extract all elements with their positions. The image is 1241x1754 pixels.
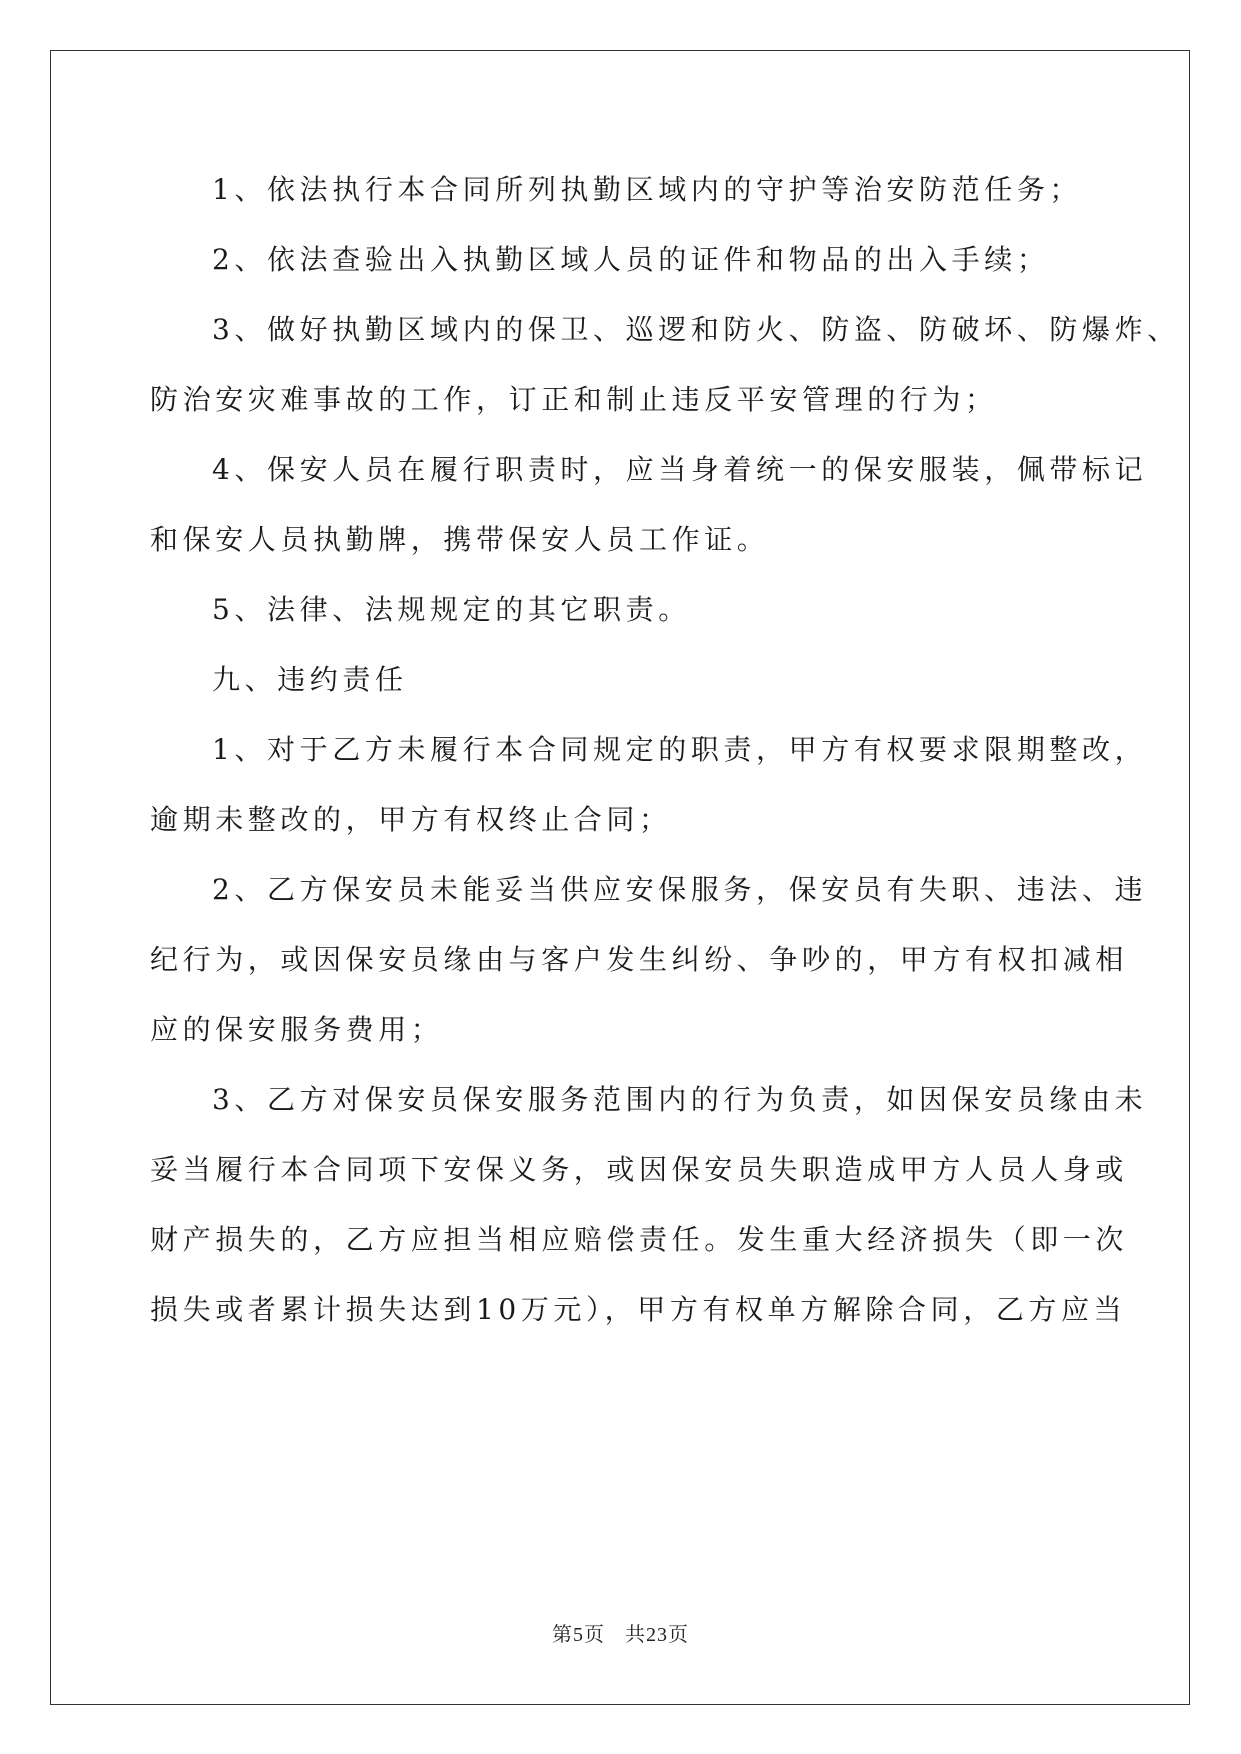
page-number: 第5页 [552,1624,605,1646]
text-line: 损失或者累计损失达到10万元），甲方有权单方解除合同，乙方应当 [150,1293,1127,1326]
text-line: 防治安灾难事故的工作，订正和制止违反平安管理的行为； [150,383,998,416]
text-line: 纪行为，或因保安员缘由与客户发生纠纷、争吵的，甲方有权扣减相 [150,943,1129,976]
text-line: 应的保安服务费用； [150,1013,444,1046]
contract-text [150,155,1180,1345]
text-line: 1、依法执行本合同所列执勤区域内的守护等治安防范任务； [212,173,1083,206]
page-total: 共23页 [625,1624,689,1646]
text-line: 逾期未整改的，甲方有权终止合同； [150,803,672,836]
text-line: 和保安人员执勤牌，携带保安人员工作证。 [150,523,770,556]
text-line: 3、做好执勤区域内的保卫、巡逻和防火、防盗、防破坏、防爆炸、 [212,313,1180,346]
page-footer [0,1618,1241,1647]
text-line: 2、乙方保安员未能妥当供应安保服务，保安员有失职、违法、违 [212,873,1148,906]
text-line: 2、依法查验出入执勤区域人员的证件和物品的出入手续； [212,243,1050,276]
text-line: 财产损失的，乙方应担当相应赔偿责任。发生重大经济损失（即一次 [150,1223,1129,1256]
text-line: 1、对于乙方未履行本合同规定的职责，甲方有权要求限期整改， [212,733,1148,766]
text-line: 5、法律、法规规定的其它职责。 [212,593,691,626]
document-body [150,155,1180,1345]
text-line: 妥当履行本合同项下安保义务，或因保安员失职造成甲方人员人身或 [150,1153,1129,1186]
text-line: 3、乙方对保安员保安服务范围内的行为负责，如因保安员缘由未 [212,1083,1148,1116]
text-line: 4、保安人员在履行职责时，应当身着统一的保安服装，佩带标记 [212,453,1148,486]
text-line: 九、违约责任 [212,663,408,696]
